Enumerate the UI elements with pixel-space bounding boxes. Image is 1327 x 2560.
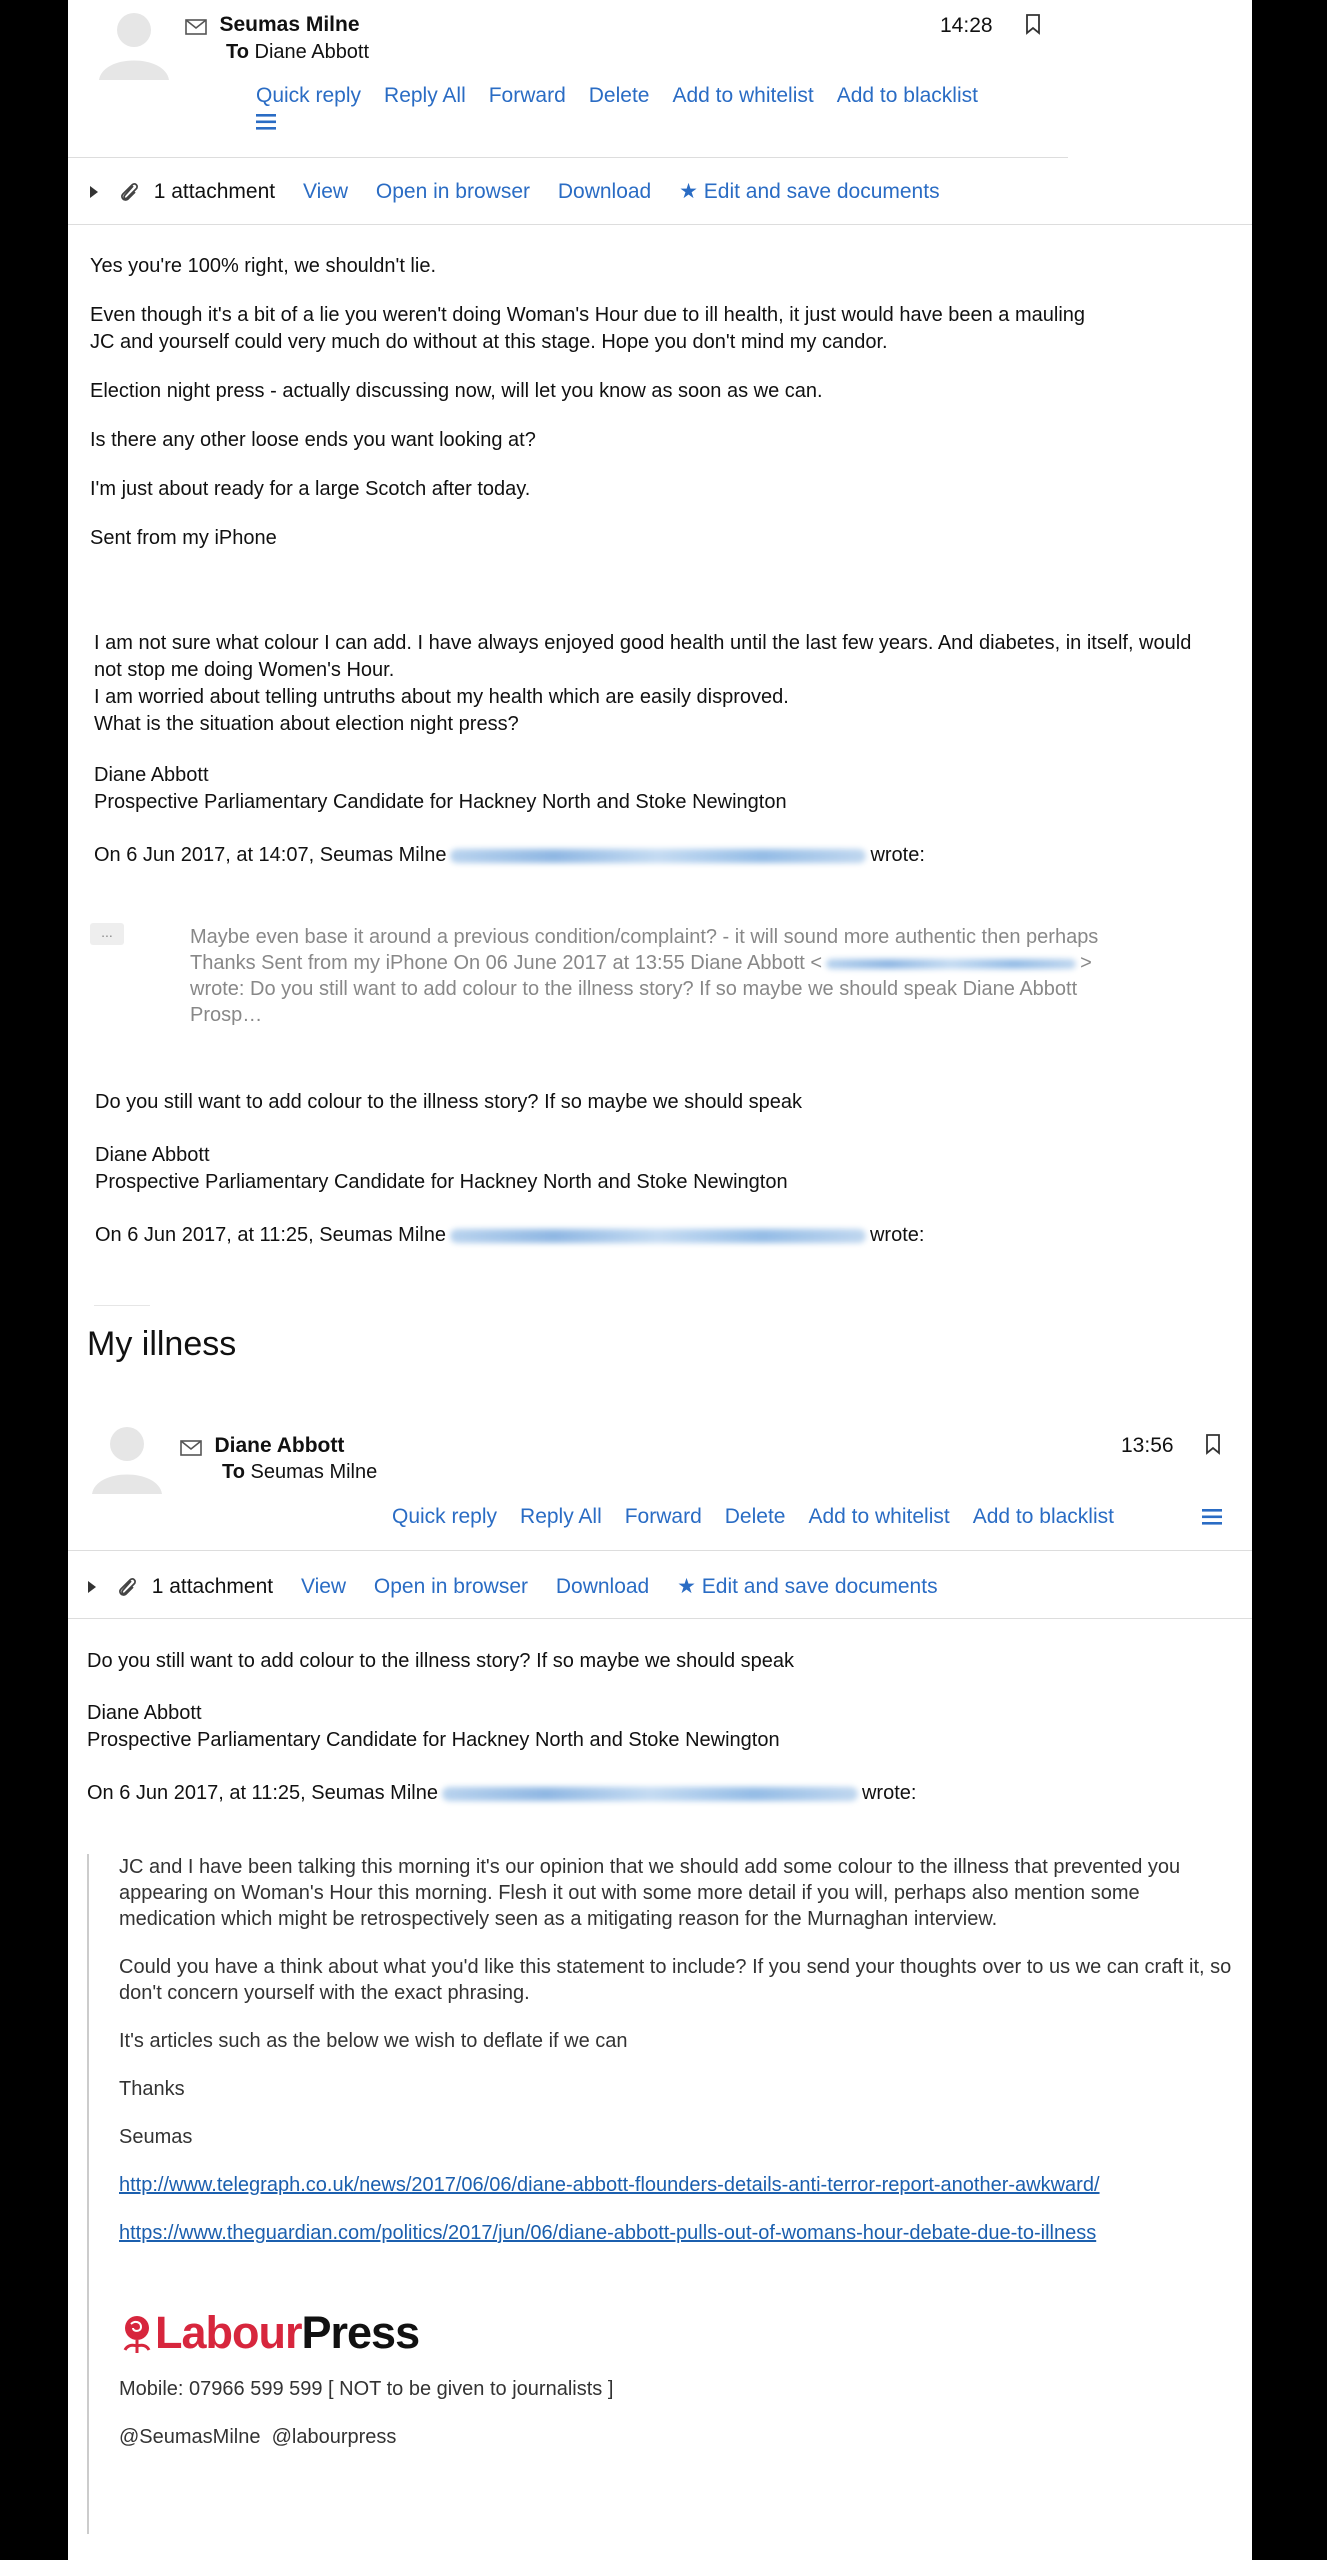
- email-time: 14:28: [940, 14, 993, 37]
- delete-button[interactable]: Delete: [724, 1505, 786, 1528]
- body-paragraph: Sent from my iPhone: [90, 527, 277, 549]
- expand-triangle-icon[interactable]: [86, 1580, 98, 1594]
- star-icon: ★: [679, 180, 698, 203]
- recipient-row: [222, 1461, 377, 1484]
- body-paragraph: Do you still want to add colour to the illness story? If so maybe we should speak: [87, 1650, 795, 1672]
- attribution-text: On 6 Jun 2017, at 14:07, Seumas Milne: [94, 844, 447, 866]
- attribution-suffix: wrote:: [869, 1224, 925, 1246]
- social-handles: @SeumasMilne @labourpress: [119, 2426, 397, 2448]
- attribution-suffix: wrote:: [870, 844, 925, 866]
- logo-labour: Labour: [155, 2307, 302, 2358]
- add-to-blacklist-button[interactable]: Add to blacklist: [836, 84, 978, 107]
- add-to-blacklist-button[interactable]: Add to blacklist: [972, 1505, 1114, 1528]
- reply-line: I am not sure what colour I can add. I have always enjoyed good health until the last few years. And diabetes, in itself, would not stop me doing Women's Hour.: [94, 632, 1192, 681]
- body-paragraph: I'm just about ready for a large Scotch after today.: [90, 478, 531, 500]
- edit-save-documents-link[interactable]: [679, 180, 939, 203]
- sender-name[interactable]: Diane Abbott: [214, 1434, 345, 1457]
- sender-row: [180, 1434, 344, 1458]
- quick-reply-button[interactable]: Quick reply: [256, 84, 362, 107]
- quote-paragraph: It's articles such as the below we wish to deflate if we can: [119, 2030, 628, 2052]
- edit-save-label: Edit and save documents: [701, 1575, 938, 1598]
- recipient-row: [226, 41, 369, 64]
- collapsed-line: wrote: Do you still want to add colour to the illness story? If so maybe we should speak Diane Abbott: [190, 978, 1078, 1000]
- attribution-text: On 6 Jun 2017, at 11:25, Seumas Milne: [95, 1224, 446, 1246]
- to-label: To: [222, 1461, 245, 1483]
- avatar-icon: [95, 4, 173, 82]
- body-paragraph: Is there any other loose ends you want looking at?: [90, 429, 536, 451]
- email-subject: My illness: [87, 1325, 237, 1363]
- delete-button[interactable]: Delete: [588, 84, 650, 107]
- bookmark-icon[interactable]: [1025, 14, 1041, 35]
- quote-attribution: [87, 1780, 916, 1807]
- reply-all-button[interactable]: Reply All: [384, 84, 466, 107]
- signature-title: Prospective Parliamentary Candidate for Hackney North and Stoke Newington: [94, 791, 787, 813]
- body-paragraph: Election night press - actually discussing now, will let you know as soon as we can.: [90, 380, 823, 402]
- logo-press: Press: [301, 2307, 420, 2358]
- divider: [68, 1550, 1252, 1551]
- labour-press-logo: [119, 2308, 1239, 2358]
- attachment-count: 1 attachment: [151, 1575, 274, 1598]
- signature: [87, 1700, 780, 1754]
- collapsed-line: Maybe even base it around a previous condition/complaint? - it will sound more authentic then perhaps: [190, 926, 1099, 948]
- reply-line: I am worried about telling untruths about my health which are easily disproved.: [94, 686, 789, 708]
- email-time: 13:56: [1121, 1434, 1174, 1457]
- menu-icon[interactable]: [256, 113, 276, 131]
- envelope-icon: [180, 1440, 202, 1456]
- attribution-text: On 6 Jun 2017, at 11:25, Seumas Milne: [87, 1782, 438, 1804]
- redacted-email: [826, 959, 1076, 969]
- sender-name[interactable]: Seumas Milne: [219, 13, 360, 36]
- attachment-bar: [88, 179, 940, 204]
- email-page: [68, 0, 1252, 2560]
- divider: [68, 224, 1252, 225]
- mobile-number: Mobile: 07966 599 599 [ NOT to be given to journalists ]: [119, 2378, 614, 2400]
- view-link[interactable]: View: [300, 1575, 347, 1598]
- divider: [68, 157, 1068, 158]
- signature-title: Prospective Parliamentary Candidate for Hackney North and Stoke Newington: [87, 1729, 780, 1751]
- email-actions: [392, 1505, 1137, 1529]
- quick-reply-button[interactable]: Quick reply: [392, 1505, 498, 1528]
- forward-button[interactable]: Forward: [488, 84, 566, 107]
- reply-line: What is the situation about election night press?: [94, 713, 519, 735]
- quote-attribution: [95, 1222, 924, 1249]
- quote-paragraph: Seumas: [119, 2126, 193, 2148]
- add-to-whitelist-button[interactable]: Add to whitelist: [808, 1505, 950, 1528]
- download-link[interactable]: Download: [555, 1575, 650, 1598]
- download-link[interactable]: Download: [557, 180, 652, 203]
- sender-row: [185, 13, 360, 37]
- collapsed-text: >: [1080, 952, 1092, 974]
- quote-attribution: [94, 842, 925, 869]
- view-link[interactable]: View: [302, 180, 349, 203]
- edit-save-label: Edit and save documents: [703, 180, 940, 203]
- open-in-browser-link[interactable]: Open in browser: [373, 1575, 528, 1598]
- open-in-browser-link[interactable]: Open in browser: [375, 180, 530, 203]
- signature: [95, 1142, 788, 1196]
- redacted-email: [450, 1229, 866, 1243]
- divider: [94, 1305, 150, 1306]
- collapsed-text: Thanks Sent from my iPhone On 06 June 2017 at 13:55 Diane Abbott <: [190, 952, 823, 974]
- forward-button[interactable]: Forward: [624, 1505, 702, 1528]
- quoted-message: [87, 1854, 1239, 2534]
- attribution-suffix: wrote:: [861, 1782, 917, 1804]
- rose-icon: [119, 2314, 155, 2354]
- divider: [68, 1618, 1252, 1619]
- attachment-bar: [86, 1574, 938, 1599]
- email-actions: [256, 84, 1001, 108]
- guardian-link[interactable]: https://www.theguardian.com/politics/2017/jun/06/diane-abbott-pulls-out-of-womans-hour-debate-due-to-illness: [119, 2222, 1097, 2244]
- envelope-icon: [185, 19, 207, 35]
- paperclip-icon: [116, 1575, 138, 1599]
- menu-icon[interactable]: [1202, 1508, 1222, 1526]
- quote-paragraph: JC and I have been talking this morning it's our opinion that we should add some colour to the illness that prevented you appearing on Woman's Hour this morning. Flesh it out with some more detail if you will, perhaps also mention some medication which might be retrospectively seen as a mitigating reason for the Murnaghan interview.: [119, 1856, 1181, 1930]
- telegraph-link[interactable]: http://www.telegraph.co.uk/news/2017/06/06/diane-abbott-flounders-details-anti-terror-report-another-awkward/: [119, 2174, 1100, 2196]
- reply-line: Do you still want to add colour to the illness story? If so maybe we should speak: [95, 1091, 803, 1113]
- signature-name: Diane Abbott: [87, 1702, 202, 1724]
- star-icon: ★: [677, 1575, 696, 1598]
- redacted-email: [450, 849, 866, 863]
- email-body: [90, 253, 1090, 574]
- signature: [94, 762, 787, 816]
- show-quoted-button[interactable]: ...: [90, 923, 124, 945]
- signature-title: Prospective Parliamentary Candidate for Hackney North and Stoke Newington: [95, 1171, 788, 1193]
- reply-block: [94, 630, 1194, 738]
- recipient-name[interactable]: Diane Abbott: [254, 41, 370, 63]
- paperclip-icon: [118, 180, 140, 204]
- body-paragraph: Yes you're 100% right, we shouldn't lie.: [90, 255, 436, 277]
- collapsed-quote: [190, 924, 1250, 1028]
- attachment-count: 1 attachment: [153, 180, 276, 203]
- expand-triangle-icon[interactable]: [88, 185, 100, 199]
- quote-paragraph: Thanks: [119, 2078, 185, 2100]
- redacted-email: [442, 1787, 858, 1801]
- body-paragraph: Even though it's a bit of a lie you weren't doing Woman's Hour due to ill health, it just would have been a mauling JC and yourself could very much do without at this stage. Hope you don't mind my candor.: [90, 304, 1086, 353]
- signature-name: Diane Abbott: [95, 1144, 210, 1166]
- quote-paragraph: Could you have a think about what you'd like this statement to include? If you send your thoughts over to us we can craft it, so don't concern yourself with the exact phrasing.: [119, 1956, 1232, 2004]
- avatar-icon: [88, 1418, 166, 1496]
- reply-all-button[interactable]: Reply All: [520, 1505, 602, 1528]
- add-to-whitelist-button[interactable]: Add to whitelist: [672, 84, 814, 107]
- edit-save-documents-link[interactable]: [677, 1575, 937, 1598]
- collapsed-line: Prosp…: [190, 1004, 263, 1026]
- recipient-name[interactable]: Seumas Milne: [250, 1461, 378, 1483]
- bookmark-icon[interactable]: [1205, 1434, 1221, 1455]
- signature-name: Diane Abbott: [94, 764, 209, 786]
- to-label: To: [226, 41, 249, 63]
- collapsed-line: [190, 950, 1250, 976]
